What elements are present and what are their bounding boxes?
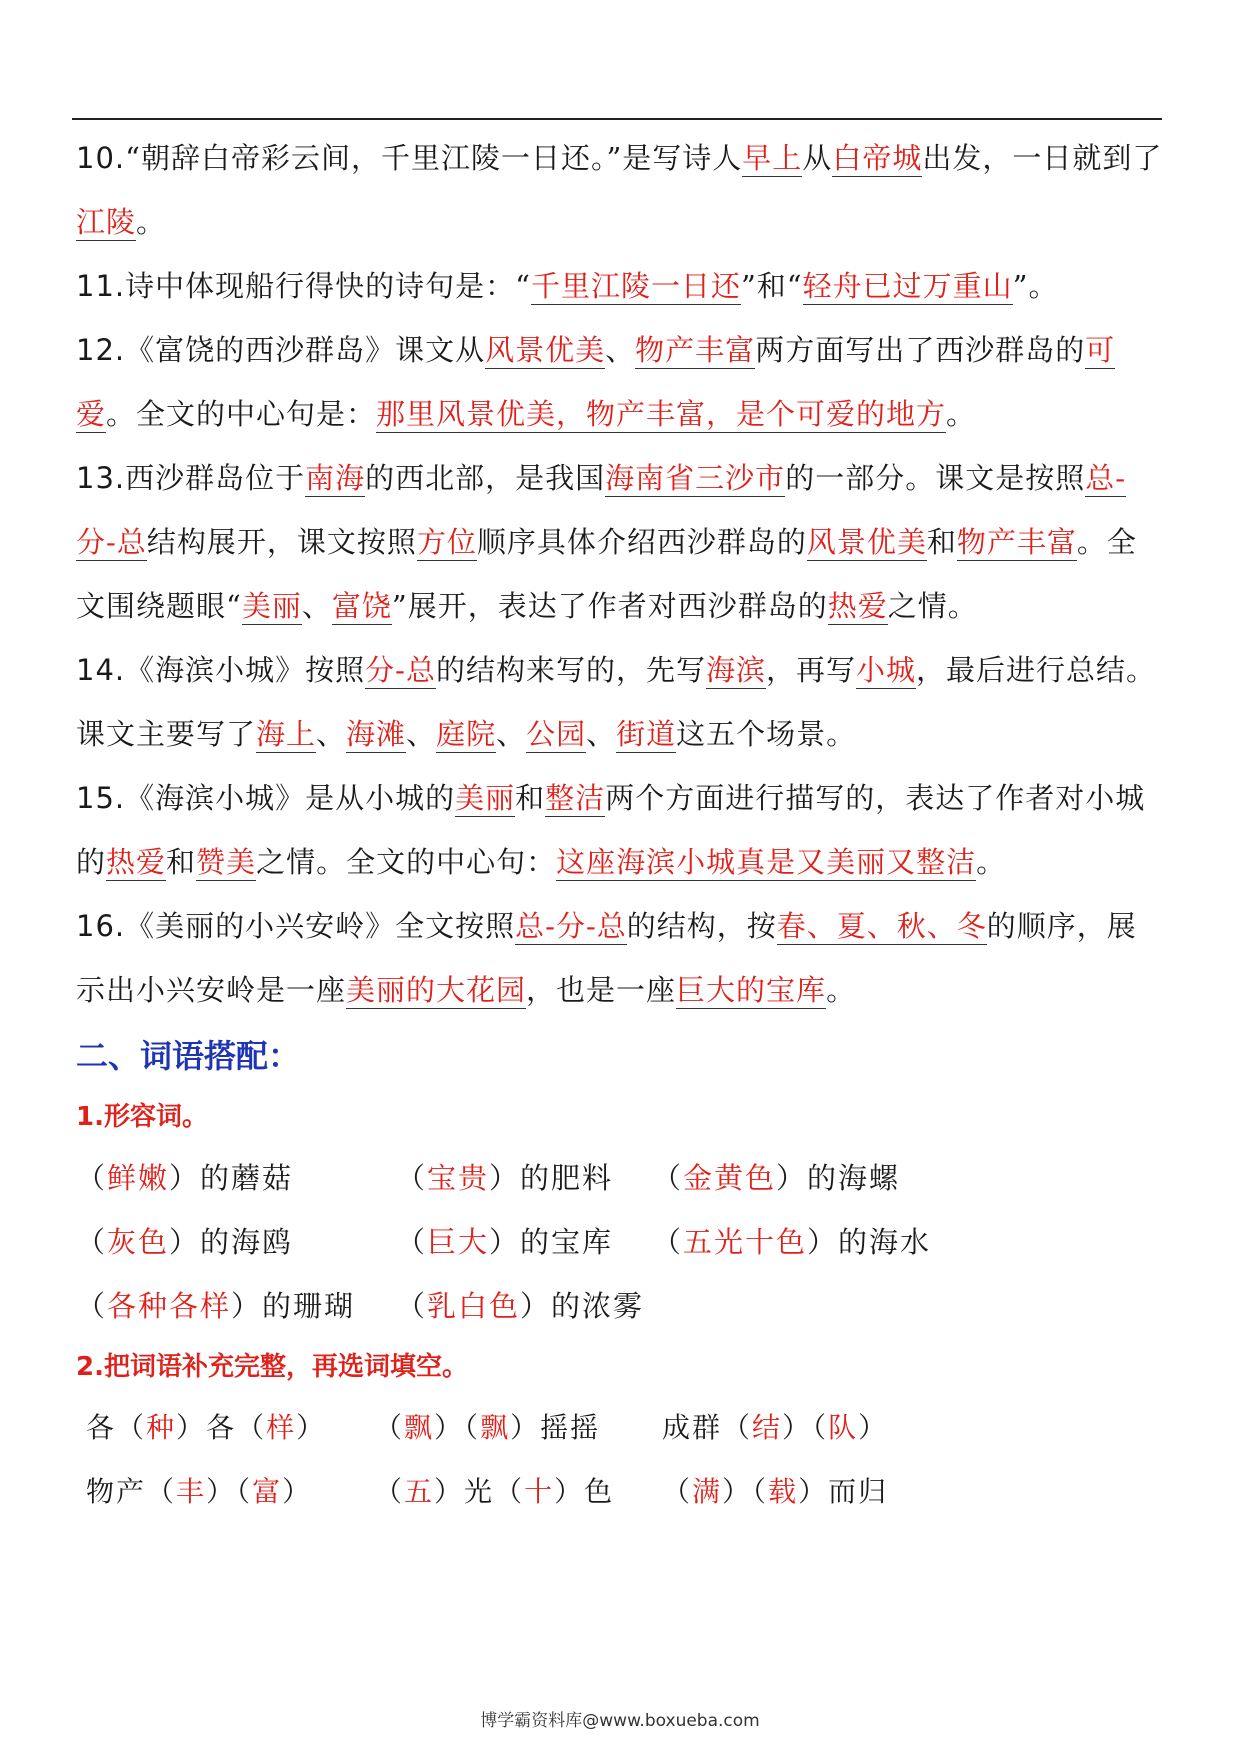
text: 成群: [662, 1411, 723, 1444]
text: 之情。全文的中心句：: [256, 845, 557, 879]
answer: 宝贵: [427, 1161, 490, 1195]
text: 《海滨小城》按照: [125, 653, 366, 687]
answer: 十: [524, 1475, 555, 1508]
subheading-complete-words: 2.把词语补充完整，再选词填空。: [76, 1352, 468, 1382]
text: “朝辞白帝彩云间，千里江陵一日还。”是写诗人: [125, 141, 743, 175]
answer: 热爱: [827, 589, 888, 623]
text: ，最后进行总结。课文主要写了: [76, 653, 1157, 751]
text: 、: [605, 333, 636, 367]
answer: 富饶: [331, 589, 392, 623]
question-number: 15.: [76, 781, 126, 815]
text: 《海滨小城》是从小城的: [125, 781, 456, 815]
text: 的一部分。课文是按照: [785, 461, 1086, 495]
text: 诗中体现船行得快的诗句是：“: [125, 269, 531, 303]
adjective-item: （灰色）的海鸥: [76, 1225, 294, 1259]
answer: 五光十色: [683, 1225, 808, 1259]
answer: 海滨: [705, 653, 766, 687]
text: 摇摇: [540, 1411, 601, 1444]
top-rule: [72, 118, 1162, 120]
answer: 赞美: [196, 845, 257, 879]
adjective-item: （鲜嫩）的蘑菇: [76, 1161, 294, 1195]
text: 两个方面进行描写的，表达了作者对小城的: [76, 781, 1146, 879]
fill-word: 物产（丰）（富）: [86, 1475, 313, 1508]
answer: 样: [266, 1411, 297, 1444]
fill-word: 各（种）各（样）: [86, 1411, 327, 1444]
answer: 江陵: [76, 205, 137, 239]
question-13: [76, 446, 1166, 638]
text: 光: [464, 1475, 495, 1508]
question-number: 11.: [76, 269, 126, 303]
adjective-item: （金黄色）的海螺: [652, 1161, 901, 1195]
adjective-row-2: [76, 1210, 1166, 1274]
text: 。全文围绕题眼“: [76, 525, 1137, 623]
fill-row-1: [76, 1396, 1166, 1460]
adjective-row-3: [76, 1274, 1166, 1338]
answer: 美丽的大花园: [346, 973, 527, 1007]
answer: 飘: [404, 1411, 435, 1444]
text: 。: [946, 397, 977, 431]
adjective-row-1: [76, 1146, 1166, 1210]
text: 的肥料: [520, 1161, 614, 1195]
answer: 五: [404, 1475, 435, 1508]
text: ”展开，表达了作者对西沙群岛的: [391, 589, 828, 623]
text: 。: [976, 845, 1007, 879]
text: 。: [136, 205, 167, 239]
answer: 小城: [856, 653, 917, 687]
adjective-item: （巨大）的宝库: [396, 1225, 614, 1259]
text: 和: [166, 845, 197, 879]
answer: 总-分-总: [515, 909, 627, 943]
answer: 总-分-总: [76, 461, 1127, 559]
answer: 可爱: [76, 333, 1116, 431]
text: 色: [584, 1475, 615, 1508]
answer: 鲜嫩: [107, 1161, 170, 1195]
question-14: [76, 638, 1166, 766]
fill-word: （飘）（飘）摇摇: [374, 1411, 601, 1444]
answer: 载: [768, 1475, 799, 1508]
text: 《美丽的小兴安岭》全文按照: [125, 909, 516, 943]
answer: 街道: [616, 717, 677, 751]
text: ，也是一座: [526, 973, 677, 1007]
text: 的海鸥: [200, 1225, 294, 1259]
answer: 轻舟已过万重山: [802, 269, 1013, 303]
answer: 结: [752, 1411, 783, 1444]
adjective-item: （宝贵）的肥料: [396, 1161, 614, 1195]
adjective-item: （五光十色）的海水: [652, 1225, 932, 1259]
subheading-adjectives: 1.形容词。: [76, 1102, 208, 1132]
text: 的结构来写的，先写: [435, 653, 706, 687]
text: 各: [86, 1411, 117, 1444]
text: 这五个场景。: [676, 717, 857, 751]
answer: 金黄色: [683, 1161, 777, 1195]
fill-row-2: [76, 1460, 1166, 1524]
answer: 飘: [480, 1411, 511, 1444]
answer: 巨大的宝库: [676, 973, 827, 1007]
text: ，再写: [765, 653, 856, 687]
text: 的珊瑚: [262, 1289, 356, 1323]
answer: 方位: [416, 525, 477, 559]
answer: 分-总: [365, 653, 436, 687]
answer: 千里江陵一日还: [530, 269, 741, 303]
text: 而归: [828, 1475, 889, 1508]
answer: 海南省三沙市: [605, 461, 786, 495]
text: 的顺序，展示出小兴安岭是一座: [76, 909, 1137, 1007]
text: 出发，一日就到了: [922, 141, 1163, 175]
adjective-item: （各种各样）的珊瑚: [76, 1289, 356, 1323]
answer: 物产丰富: [635, 333, 756, 367]
text: 的蘑菇: [200, 1161, 294, 1195]
text: ”和“: [740, 269, 803, 303]
text: 从: [802, 141, 833, 175]
question-number: 12.: [76, 333, 126, 367]
text: 各: [206, 1411, 237, 1444]
text: 和: [926, 525, 957, 559]
text: ”。: [1012, 269, 1059, 303]
text: 的海螺: [807, 1161, 901, 1195]
answer: 这座海滨小城真是又美丽又整洁: [556, 845, 977, 879]
question-10: [76, 126, 1166, 254]
answer: 南海: [305, 461, 366, 495]
answer: 乳白色: [427, 1289, 521, 1323]
text: 。: [826, 973, 857, 1007]
text: 之情。: [887, 589, 978, 623]
answer: 整洁: [545, 781, 606, 815]
text: 、: [301, 589, 332, 623]
adjective-item: （乳白色）的浓雾: [396, 1289, 645, 1323]
question-12: [76, 318, 1166, 446]
question-11: [76, 254, 1166, 318]
text: 、: [406, 717, 437, 751]
answer: 美丽: [455, 781, 516, 815]
question-number: 16.: [76, 909, 126, 943]
answer: 白帝城: [832, 141, 923, 175]
text: 顺序具体介绍西沙群岛的: [476, 525, 807, 559]
answer: 庭院: [436, 717, 497, 751]
question-number: 14.: [76, 653, 126, 687]
text: 、: [586, 717, 617, 751]
answer: 热爱: [106, 845, 167, 879]
text: 、: [316, 717, 347, 751]
text: 结构展开，课文按照: [146, 525, 417, 559]
text: 两方面写出了西沙群岛的: [755, 333, 1086, 367]
question-16: [76, 894, 1166, 1022]
text: 的结构，按: [626, 909, 777, 943]
fill-word: 成群（结）（队）: [662, 1411, 889, 1444]
text: 的西北部，是我国: [365, 461, 606, 495]
answer: 公园: [526, 717, 587, 751]
answer: 种: [146, 1411, 177, 1444]
answer: 那里风景优美，物产丰富，是个可爱的地方: [376, 397, 947, 431]
answer: 各种各样: [107, 1289, 232, 1323]
answer: 灰色: [107, 1225, 170, 1259]
text: 《富饶的西沙群岛》课文从: [125, 333, 486, 367]
footer-watermark: 博学霸资料库@www.boxueba.com: [480, 1711, 760, 1731]
answer: 风景优美: [806, 525, 927, 559]
question-number: 13.: [76, 461, 126, 495]
section-heading-word-matching: 二、词语搭配：: [76, 1037, 301, 1075]
document-body: [76, 126, 1166, 1524]
answer: 早上: [742, 141, 803, 175]
answer: 海上: [256, 717, 317, 751]
answer: 风景优美: [485, 333, 606, 367]
text: 物产: [86, 1475, 147, 1508]
answer: 队: [828, 1411, 859, 1444]
answer: 丰: [176, 1475, 207, 1508]
answer: 春、夏、秋、冬: [776, 909, 987, 943]
fill-word: （五）光（十）色: [374, 1475, 615, 1508]
text: 、: [496, 717, 527, 751]
answer: 海滩: [346, 717, 407, 751]
fill-word: （满）（载）而归: [662, 1475, 889, 1508]
text: 的海水: [838, 1225, 932, 1259]
text: 西沙群岛位于: [125, 461, 306, 495]
text: 。全文的中心句是：: [106, 397, 377, 431]
text: 的宝库: [520, 1225, 614, 1259]
text: 的浓雾: [551, 1289, 645, 1323]
answer: 满: [692, 1475, 723, 1508]
question-number: 10.: [76, 141, 126, 175]
question-15: [76, 766, 1166, 894]
answer: 美丽: [241, 589, 302, 623]
answer: 富: [252, 1475, 283, 1508]
text: 和: [515, 781, 546, 815]
answer: 物产丰富: [956, 525, 1077, 559]
answer: 巨大: [427, 1225, 490, 1259]
